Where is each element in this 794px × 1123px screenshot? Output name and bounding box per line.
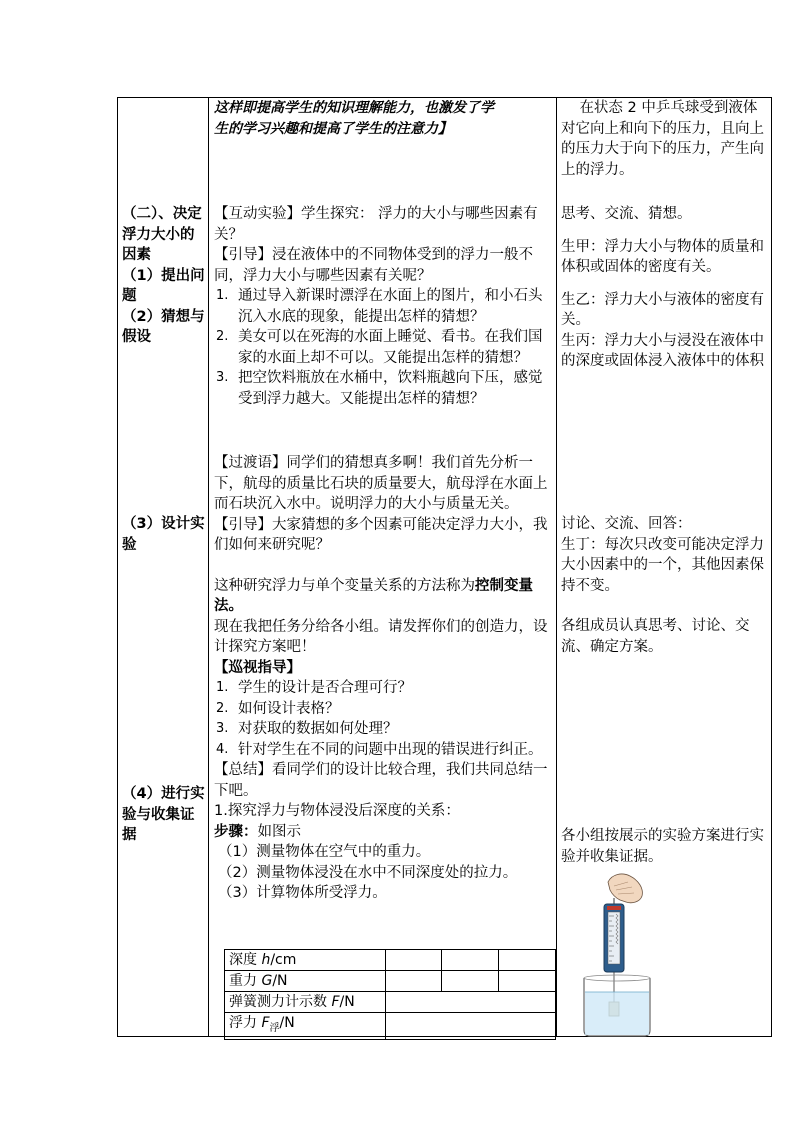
- student-top-note: [561, 98, 769, 180]
- transition-tag: 【过渡语】: [214, 455, 287, 471]
- top-note-line1: 这样即提高学生的知识理解能力，也激发了学: [214, 100, 494, 116]
- spacer: [561, 278, 769, 290]
- teacher-top-note: [214, 98, 552, 139]
- list-item: 2. 美女可以在死海的水面上睡觉、看书。在我们国家的水面上却不可以。又能提出怎样的猜想？: [216, 329, 543, 366]
- teacher-guess-section: [214, 204, 552, 409]
- student-jia: 生甲：浮力大小与物体的质量和体积或固体的密度有关。: [561, 238, 764, 275]
- patrol-guide-tag: 【巡视指导】: [214, 659, 301, 676]
- blank-line: [214, 556, 552, 576]
- list-item: 3. 对获取的数据如何处理？: [216, 721, 398, 737]
- list-item: 4. 针对学生在不同的问题中出现的错误进行纠正。: [216, 741, 543, 758]
- guess-prompt-list: [214, 286, 552, 409]
- list-item: 2. 如何设计表格？: [216, 700, 340, 717]
- steps-text: 如图示: [257, 823, 301, 840]
- table-cell: [385, 971, 442, 992]
- step-3: （3）计算物体所受浮力。: [218, 885, 387, 901]
- table-cell: 浮力 $F_浮/N$: [225, 1013, 386, 1040]
- list-item: 3. 把空饮料瓶放在水桶中，饮料瓶越向下压，感觉受到浮力越大。又能提出怎样的猜想？: [216, 370, 543, 407]
- interactive-experiment-text: 学生探究： 浮力的大小与哪些因素有关？: [214, 206, 538, 243]
- spacer: [561, 225, 769, 237]
- table-cell: 弹簧测力计示数 F/N: [225, 992, 386, 1013]
- section-2-1: （1）提出问题: [122, 267, 205, 304]
- table-row: [225, 1013, 556, 1040]
- summary-text: 看同学们的设计比较合理，我们共同总结一下吧。: [214, 762, 548, 799]
- list-item: 1. 学生的设计是否合理可行？: [216, 680, 412, 696]
- guide-text-1: 浸在液体中的不同物体受到的浮力一般不同，浮力大小与哪些因素有关呢？: [214, 247, 533, 284]
- patrol-guide-list: [214, 678, 552, 760]
- student-experiment: 各小组按展示的实验方案进行实验并收集证据。: [561, 828, 764, 865]
- section-2-title: （二）、决定浮力大小的因素: [122, 206, 202, 263]
- guide-text-2: 大家猜想的多个因素可能决定浮力大小，我们如何来研究呢？: [214, 516, 548, 553]
- spacer: [561, 596, 769, 616]
- student-design-section: [561, 514, 769, 657]
- guide-tag-2: 【引导】: [214, 516, 272, 533]
- table-cell: 深度 h/cm: [225, 950, 386, 971]
- teacher-design-section: [214, 453, 552, 904]
- student-yi: 生乙：浮力大小与液体的密度有关。: [561, 291, 764, 328]
- interactive-experiment-para: [214, 204, 552, 245]
- pingpong-note: 在状态 2 中乒乓球受到液体对它向上和向下的压力，且向上的压力大于向下的压力，产生向上的浮力。: [561, 100, 764, 178]
- student-groups: 各组成员认真思考、讨论、交流、确定方案。: [561, 618, 750, 655]
- guide-tag-1: 【引导】: [214, 247, 272, 263]
- section-4-title: （4）进行实验与收集证据: [122, 786, 205, 843]
- steps-label: 步骤：: [214, 823, 258, 840]
- spring-scale-illustration: [578, 868, 658, 1038]
- step-2: （2）测量物体浸没在水中不同深度处的拉力。: [218, 864, 518, 881]
- step-1: （1）测量物体在空气中的重力。: [218, 844, 431, 860]
- column-divider-2: [556, 97, 557, 1037]
- interactive-experiment-tag: 【互动实验】: [214, 206, 301, 222]
- section-2-2: （2）猜想与假设: [122, 308, 205, 345]
- table-cell: [499, 950, 556, 971]
- summary-para: [214, 760, 552, 801]
- table-cell: [385, 1013, 555, 1040]
- method-para: [214, 576, 552, 617]
- section-heading-4: [122, 784, 206, 846]
- method-text: 这种研究浮力与单个变量关系的方法称为: [214, 577, 475, 594]
- student-guess-section: [561, 204, 769, 372]
- table-row: [225, 950, 556, 971]
- student-bing: 生丙：浮力大小与浸没在液体中的深度或固体浸入液体中的体积: [561, 332, 764, 369]
- table-cell: [499, 971, 556, 992]
- section-heading-3: [122, 514, 206, 555]
- table-cell: [385, 950, 442, 971]
- table-cell: [442, 971, 499, 992]
- student-discuss: 讨论、交流、回答：: [561, 516, 692, 532]
- method-bold: 控制变量法。: [214, 577, 533, 614]
- column-divider-1: [208, 97, 209, 1037]
- guide-para-2: [214, 515, 552, 556]
- student-ding: 生丁：每次只改变可能决定浮力大小因素中的一个，其他因素保持不变。: [561, 536, 764, 594]
- task-para: 现在我把任务分给各小组。请发挥你们的创造力，设计探究方案吧！: [214, 618, 548, 655]
- student-experiment-section: [561, 826, 769, 867]
- top-note-line2: 生的学习兴趣和提高了学生的注意力】: [214, 120, 452, 137]
- student-think: 思考、交流、猜想。: [561, 206, 692, 222]
- table-row: [225, 971, 556, 992]
- steps-para: [214, 822, 552, 843]
- table-cell: [385, 992, 555, 1013]
- summary-tag: 【总结】: [214, 762, 272, 778]
- table-cell: 重力 G/N: [225, 971, 386, 992]
- explore-1: 1.探究浮力与物体浸没后深度的关系：: [214, 803, 460, 819]
- transition-text: 同学们的猜想真多啊！我们首先分析一下，航母的质量比石块的质量要大，航母浮在水面上而石块沉入水中。说明浮力的大小与质量无关。: [214, 455, 548, 512]
- section-3-title: （3）设计实验: [122, 516, 205, 553]
- section-heading-2: [122, 204, 206, 348]
- list-item: 1. 通过导入新课时漂浮在水面上的图片，和小石头沉入水底的现象，能提出怎样的猜想？: [216, 288, 543, 325]
- guide-para-1: [214, 245, 552, 286]
- data-table: [224, 949, 556, 1040]
- table-cell: [442, 950, 499, 971]
- table-row: [225, 992, 556, 1013]
- transition-para: [214, 453, 552, 515]
